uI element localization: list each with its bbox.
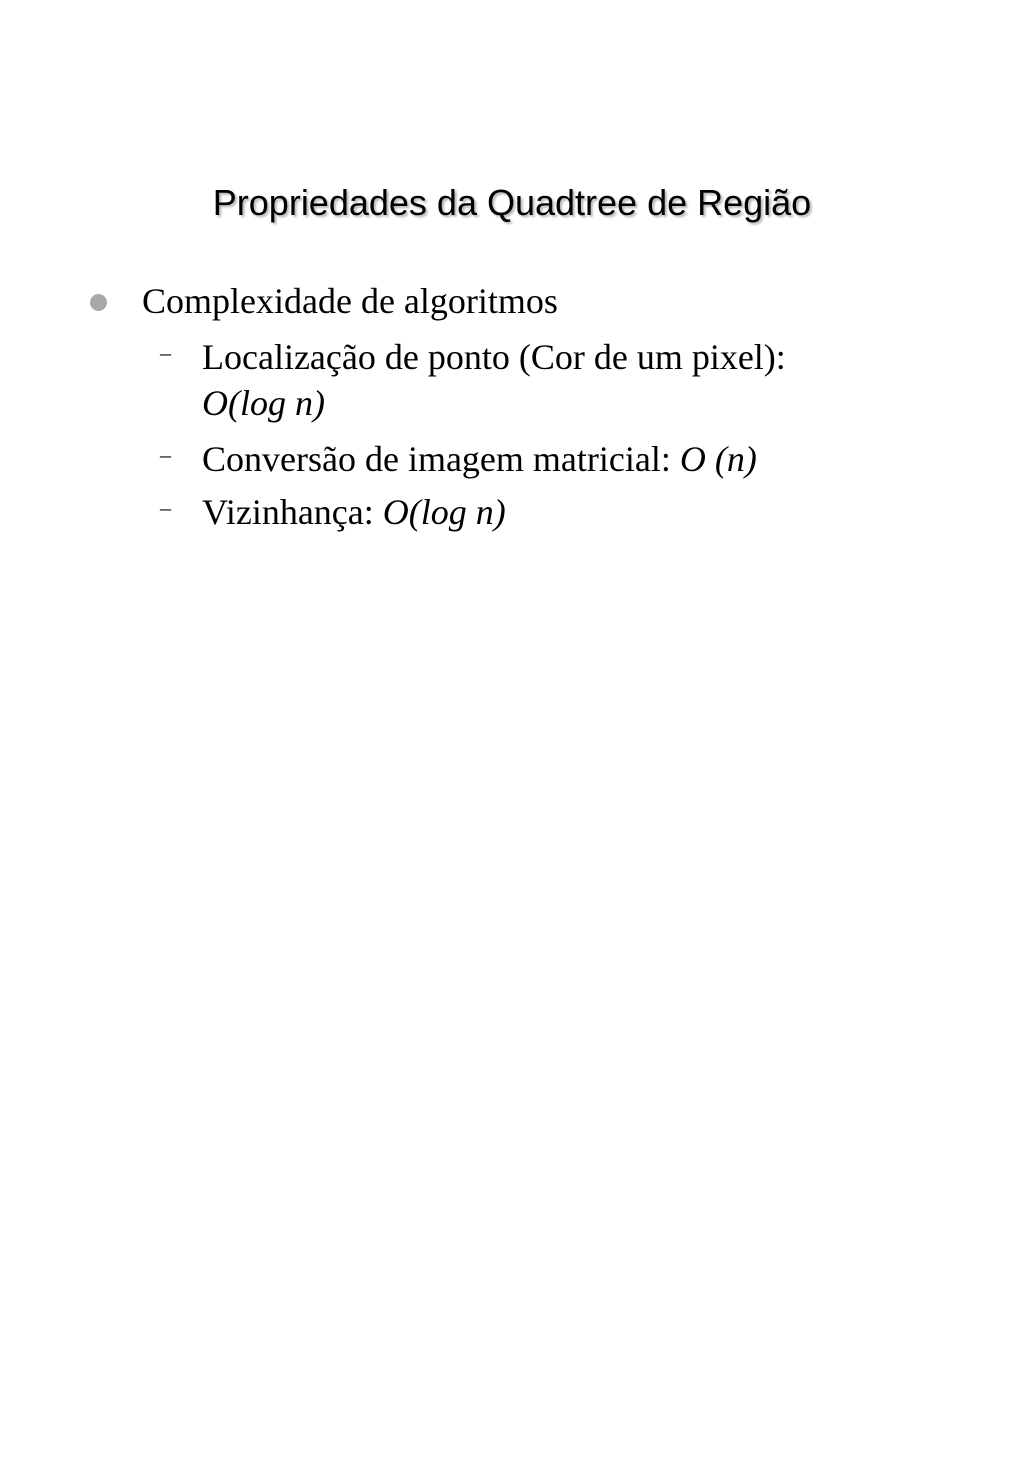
subitem-neighborhood-text: Vizinhança:	[202, 492, 374, 532]
dash-icon: –	[160, 340, 171, 365]
subitem-point-location-text: Localização de ponto (Cor de um pixel):	[202, 337, 786, 377]
subitem-point-location	[202, 334, 786, 426]
subitem-neighborhood	[202, 489, 506, 535]
subitem-neighborhood-complexity: O(log n)	[382, 492, 506, 532]
dash-icon: –	[160, 442, 171, 467]
bullet-item-complexity: Complexidade de algoritmos	[142, 281, 558, 321]
subitem-raster-conversion	[202, 436, 757, 482]
dash-icon: –	[160, 495, 171, 520]
subitem-raster-conversion-text: Conversão de imagem matricial:	[202, 439, 671, 479]
subitem-raster-conversion-complexity: O (n)	[679, 439, 757, 479]
subitem-point-location-complexity: O(log n)	[202, 383, 325, 423]
bullet-dot-icon	[90, 294, 107, 311]
slide-title: Propriedades da Quadtree de Região	[212, 182, 812, 223]
